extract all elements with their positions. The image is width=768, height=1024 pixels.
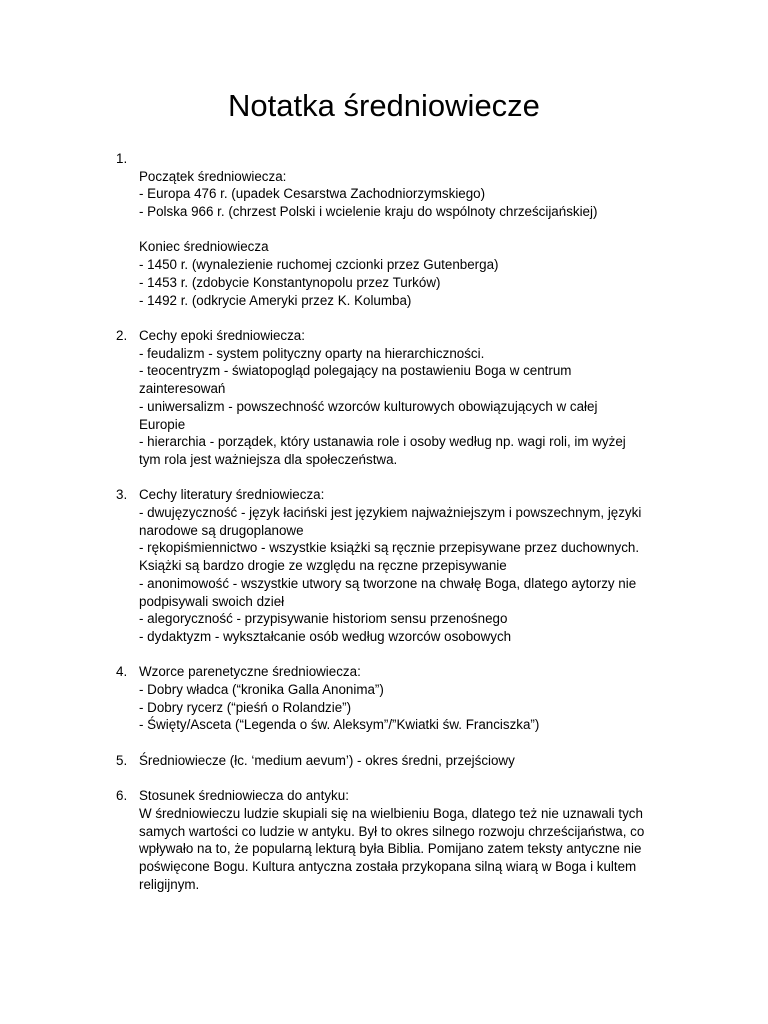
- list-number: 3.: [116, 487, 128, 503]
- text-line: podpisywali swoich dzieł: [139, 593, 285, 609]
- list-item-3: [0, 486, 768, 645]
- text-line: tym rola jest ważniejsza dla społeczeństwa.: [139, 451, 398, 467]
- text-line: samych wartości co ludzie w antyku. Był to okres silnego rozwoju chrześcijaństwa, co: [139, 823, 645, 839]
- text-line: Książki są bardzo drogie ze względu na ręczne przepisywanie: [139, 558, 507, 574]
- list-item-4: [0, 663, 768, 734]
- text-line: - hierarchia - porządek, który ustanawia role i osoby według np. wagi roli, im wyżej: [139, 434, 626, 450]
- text-line: - rękopiśmiennictwo - wszystkie książki są ręcznie przepisywane przez duchownych.: [139, 540, 640, 556]
- text-line: narodowe są drugoplanowe: [139, 522, 304, 538]
- list-number: 4.: [116, 664, 128, 680]
- text-line: Średniowiecze (łc. ‘medium aevum’) - okres średni, przejściowy: [139, 752, 515, 768]
- text-line: - anonimowość - wszystkie utwory są tworzone na chwałę Boga, dlatego aytorzy nie: [139, 575, 637, 591]
- text-line: - Dobry władca (“kronika Galla Anonima”): [139, 682, 384, 698]
- text-line: - dydaktyzm - wykształcanie osób według wzorców osobowych: [139, 628, 512, 644]
- text-line: [139, 150, 679, 168]
- numbered-list: [0, 150, 768, 893]
- list-item-body: [139, 486, 679, 645]
- list-item-5: [0, 752, 768, 770]
- text-line: - Dobry rycerz (“pieśń o Rolandzie”): [139, 699, 352, 715]
- paragraph-gap: [0, 646, 768, 664]
- text-line: Stosunek średniowiecza do antyku:: [139, 788, 349, 804]
- list-item-body: [139, 752, 679, 770]
- text-line: Cechy literatury średniowiecza:: [139, 487, 325, 503]
- text-line: Europie: [139, 416, 186, 432]
- paragraph-gap: [0, 734, 768, 752]
- text-line: - Święty/Asceta (“Legenda o św. Aleksym”/”Kwiatki św. Franciszka”): [139, 717, 540, 733]
- text-line: - feudalizm - system polityczny oparty na hierarchiczności.: [139, 345, 485, 361]
- text-line: religijnym.: [139, 876, 200, 892]
- text-line: - 1492 r. (odkrycie Ameryki przez K. Kolumba): [139, 292, 412, 308]
- paragraph-gap: [0, 469, 768, 487]
- text-line: - Polska 966 r. (chrzest Polski i wcielenie kraju do wspólnoty chrześcijańskiej): [139, 204, 598, 220]
- text-line: wpływało na to, że popularną lekturą była Biblia. Pomijano zatem teksty antyczne nie: [139, 841, 642, 857]
- paragraph-gap: [0, 309, 768, 327]
- list-number: 1.: [116, 151, 128, 166]
- list-item-body: [139, 150, 679, 309]
- list-item-1: [0, 150, 768, 309]
- text-line: zainteresowań: [139, 381, 226, 397]
- list-number: 5.: [116, 752, 128, 768]
- list-number: 6.: [116, 788, 128, 804]
- list-item-6: [0, 787, 768, 893]
- list-item-body: [139, 787, 679, 893]
- text-line: - 1453 r. (zdobycie Konstantynopolu przez Turków): [139, 274, 441, 290]
- text-line: W średniowieczu ludzie skupiali się na wielbieniu Boga, dlatego też nie uznawali tych: [139, 805, 643, 821]
- text-line: - dwujęzyczność - język łaciński jest językiem najważniejszym i powszechnym, języki: [139, 505, 642, 520]
- list-number: 2.: [116, 327, 128, 343]
- text-line: - 1450 r. (wynalezienie ruchomej czcionki przez Gutenberga): [139, 257, 499, 273]
- list-item-2: [0, 327, 768, 469]
- text-line: - teocentryzm - światopogląd polegający na postawieniu Boga w centrum: [139, 363, 572, 379]
- text-line: - uniwersalizm - powszechność wzorców kulturowych obowiązujących w całej: [139, 398, 598, 414]
- list-item-body: [139, 663, 679, 734]
- text-line: - alegoryczność - przypisywanie historiom sensu przenośnego: [139, 611, 508, 627]
- text-line: Początek średniowiecza:: [139, 168, 287, 184]
- text-line: Cechy epoki średniowiecza:: [139, 327, 305, 343]
- text-line: [139, 221, 679, 239]
- paragraph-gap: [0, 770, 768, 788]
- text-line: - Europa 476 r. (upadek Cesarstwa Zachodniorzymskiego): [139, 186, 486, 202]
- list-item-body: [139, 327, 679, 469]
- page-title: Notatka średniowiecze: [228, 88, 540, 123]
- text-line: Koniec średniowiecza: [139, 239, 269, 255]
- text-line: Wzorce parenetyczne średniowiecza:: [139, 664, 361, 680]
- text-line: poświęcone Bogu. Kultura antyczna została przykopana silną wiarą w Boga i kultem: [139, 859, 637, 875]
